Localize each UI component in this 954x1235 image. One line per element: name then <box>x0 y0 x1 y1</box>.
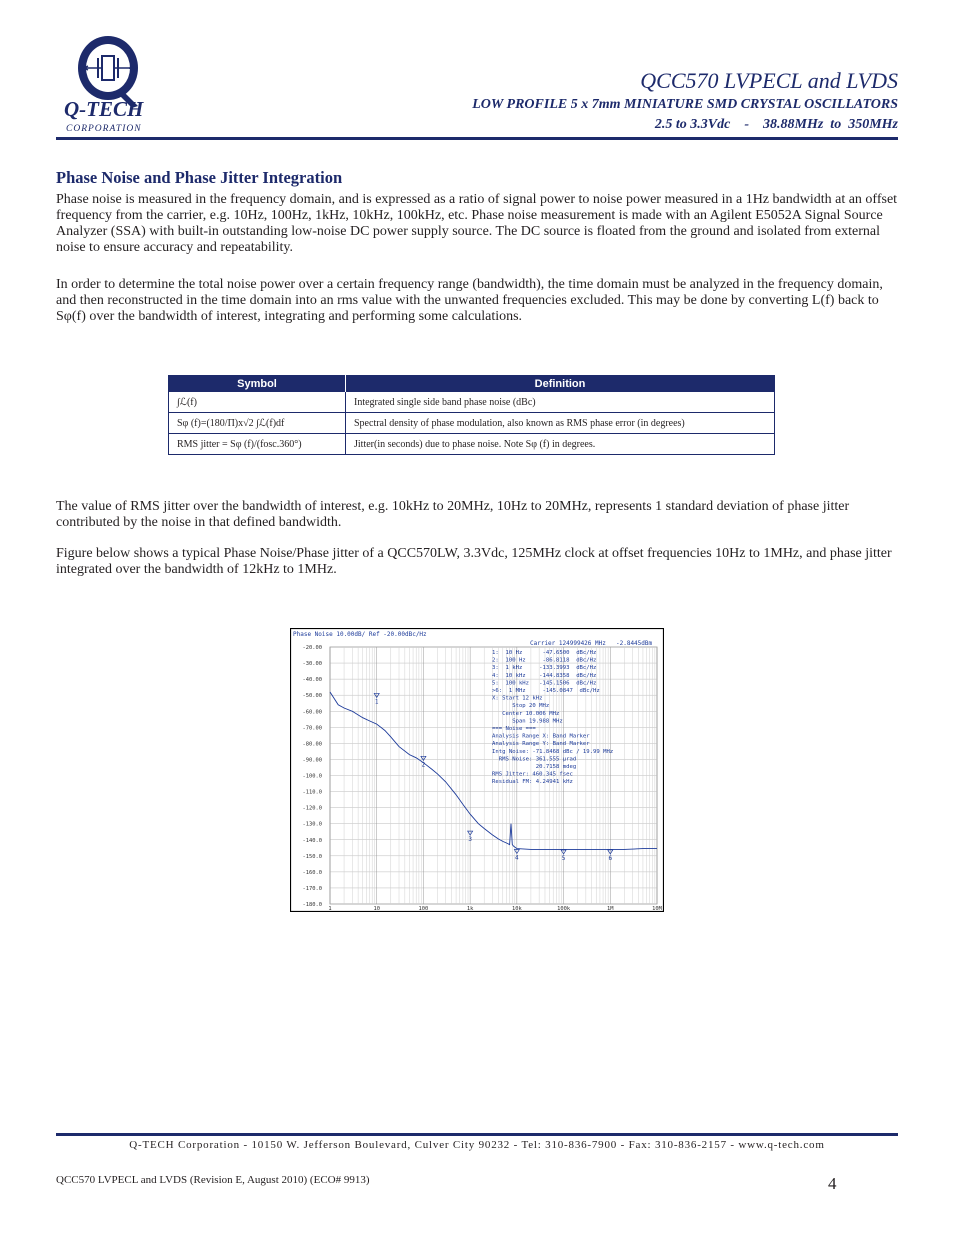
x-tick-label: 10k <box>511 906 522 912</box>
marker-label: 2 <box>421 761 426 769</box>
page-number: 4 <box>828 1174 837 1193</box>
table-cell-symbol: Sφ (f)=(180/Π)x√2 ∫ℒ(f)df <box>169 413 346 434</box>
readout-line: 2: 100 Hz -86.8118 dBc/Hz <box>492 657 597 664</box>
readout-line: === Noise === <box>492 726 536 732</box>
readout-line: Residual FM: 4.24941 kHz <box>492 779 573 786</box>
footer-revision: QCC570 LVPECL and LVDS (Revision E, August 2010) (ECO# 9913) <box>56 1174 370 1186</box>
y-tick-label: -20.00 <box>302 645 322 651</box>
table-cell-symbol: ∫ℒ(f) <box>169 392 346 413</box>
readout-line: 4: 10 kHz -144.8358 dBc/Hz <box>492 672 597 679</box>
table-header-definition: Definition <box>346 376 775 392</box>
y-tick-label: -170.0 <box>302 885 322 892</box>
table-cell-definition: Spectral density of phase modulation, also known as RMS phase error (in degrees) <box>346 413 775 434</box>
x-tick-label: 10M <box>652 906 662 912</box>
paragraph-phase-noise: Phase noise is measured in the frequency domain, and is expressed as a ratio of signal power to noise power measured in a 1Hz bandwidth at an offset frequency from the carrier, e.g. 10Hz, 100Hz, 1kHz, 10kHz, 100kHz, etc. Phase noise measurement is made with an Agilent E5052A Signal Source Analyzer (SSA) with built-in outstanding low-noise DC power supply source. The DC source is floated from the ground and isolated from external noise to ensure accuracy and repeatability. <box>56 192 898 255</box>
marker-label: 3 <box>468 836 472 844</box>
phase-noise-chart <box>290 628 664 912</box>
table-cell-definition: Integrated single side band phase noise (dBc) <box>346 392 775 413</box>
table-cell-symbol: RMS jitter = Sφ (f)/(fosc.360°) <box>169 434 346 455</box>
marker-label: 1 <box>374 698 379 706</box>
table-row <box>169 413 775 434</box>
paragraph-rms-jitter: The value of RMS jitter over the bandwidth of interest, e.g. 10kHz to 20MHz, 10Hz to 20MHz, represents 1 standard deviation of phase jitter contributed by the noise in that defined bandwidth. <box>56 499 850 530</box>
y-tick-label: -50.00 <box>302 693 322 700</box>
section-title: Phase Noise and Phase Jitter Integration <box>56 168 343 187</box>
x-tick-label: 100k <box>557 906 571 912</box>
table-row <box>169 434 775 455</box>
y-tick-label: -150.0 <box>302 853 322 860</box>
chart-title: Phase Noise 10.00dB/ Ref -20.00dBc/Hz <box>293 631 427 638</box>
table-header-row <box>169 376 775 392</box>
chart-carrier-level: -2.8445dBm <box>616 640 653 647</box>
q-tech-logo <box>62 34 154 134</box>
header-rule <box>56 137 898 140</box>
y-tick-label: -70.00 <box>302 725 322 732</box>
y-tick-label: -140.0 <box>302 837 322 844</box>
readout-line: RMS Jitter: 460.345 fsec <box>492 771 573 778</box>
table-row <box>169 392 775 413</box>
definition-table <box>168 375 775 455</box>
document-title: QCC570 LVPECL and LVDS <box>640 68 898 93</box>
readout-line: >6: 1 MHz -145.0847 dBc/Hz <box>492 688 600 694</box>
y-tick-label: -120.0 <box>302 805 322 812</box>
table-header-symbol: Symbol <box>169 376 346 392</box>
y-tick-label: -40.00 <box>302 677 322 684</box>
y-tick-label: -180.0 <box>302 902 322 908</box>
y-tick-label: -60.00 <box>302 709 322 716</box>
y-tick-label: -90.00 <box>302 757 322 764</box>
x-tick-label: 1M <box>607 906 614 912</box>
footer-address: Q-TECH Corporation - 10150 W. Jefferson Boulevard, Culver City 90232 - Tel: 310-836-7900 - Fax: 310-836-2157 - www.q-tech.com <box>129 1139 825 1151</box>
readout-line: Stop 20 MHz <box>492 703 550 710</box>
chart-carrier: Carrier 124999426 MHz <box>530 640 606 647</box>
marker-label: 6 <box>608 854 613 862</box>
paragraph-noise-power: In order to determine the total noise power over a certain frequency range (bandwidth), the time domain must be analyzed in the frequency domain, and then reconstructed in the time domain into an rms value with the unwanted frequencies excluded. This may be done by converting L(f) back to Sφ(f) over the bandwidth of interest, integrating and performing some calculations. <box>56 277 883 324</box>
readout-line: Intg Noise: -71.8468 dBc / 19.99 MHz <box>492 748 614 755</box>
svg-text:∿: ∿ <box>128 62 138 75</box>
x-tick-label: 1 <box>328 906 332 912</box>
readout-line: 1: 10 Hz -47.6500 dBc/Hz <box>492 650 597 656</box>
readout-line: Analysis Range X: Band Marker <box>492 733 590 740</box>
readout-line: Span 19.988 MHz <box>492 718 563 725</box>
y-tick-label: -160.0 <box>302 869 322 876</box>
x-tick-label: 10 <box>373 906 380 912</box>
table-cell-definition: Jitter(in seconds) due to phase noise. Note Sφ (f) in degrees. <box>346 434 775 455</box>
y-tick-label: -80.00 <box>302 741 322 748</box>
readout-line: 3: 1 kHz -133.3993 dBc/Hz <box>492 665 597 672</box>
y-tick-label: -30.00 <box>302 661 322 668</box>
logo-text: Q-TECH <box>64 97 144 121</box>
paragraph-figure-intro: Figure below shows a typical Phase Noise/Phase jitter of a QCC570LW, 3.3Vdc, 125MHz clock at offset frequencies 10Hz to 1MHz, and phase jitter integrated over the bandwidth of 12kHz to 1MHz. <box>56 546 892 577</box>
readout-line: Center 10.006 MHz <box>492 710 560 717</box>
x-tick-label: 1k <box>466 906 474 912</box>
x-tick-label: 100 <box>418 906 429 912</box>
readout-line: 5: 100 kHz -145.1506 dBc/Hz <box>492 680 597 687</box>
y-tick-label: -110.0 <box>302 789 322 796</box>
readout-line: X: Start 12 kHz <box>492 695 543 702</box>
spec-line: 2.5 to 3.3Vdc - 38.88MHz to 350MHz <box>654 117 898 132</box>
marker-label: 4 <box>515 854 519 862</box>
readout-line: 20.7158 mdeg <box>492 764 577 770</box>
marker-label: 5 <box>561 855 566 863</box>
y-tick-label: -100.0 <box>302 773 322 780</box>
footer-rule <box>56 1133 898 1136</box>
readout-line: RMS Noise: 361.555 µrad <box>492 756 577 763</box>
y-tick-label: -130.0 <box>302 821 322 828</box>
readout-line: Analysis Range Y: Band Marker <box>492 741 590 748</box>
logo-subtext: CORPORATION <box>66 124 142 134</box>
document-subtitle: LOW PROFILE 5 x 7mm MINIATURE SMD CRYSTAL OSCILLATORS <box>472 97 898 112</box>
